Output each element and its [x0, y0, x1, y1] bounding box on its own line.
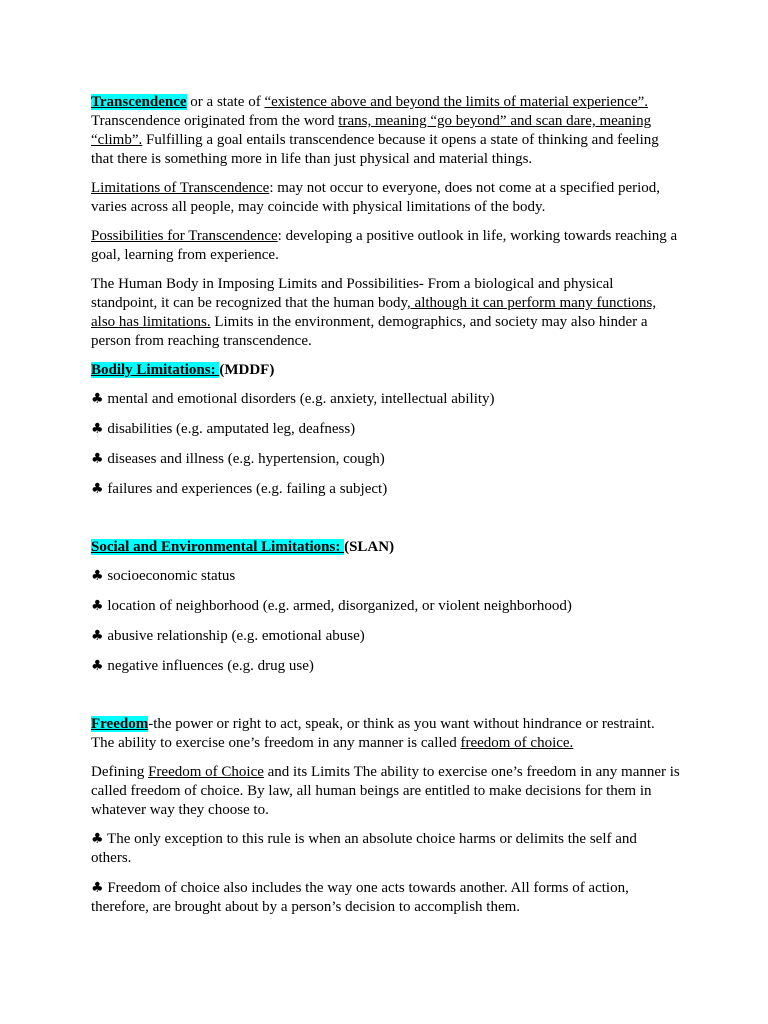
bodily-acronym: (MDDF) [219, 362, 275, 378]
human-body-text-2: Limits in the environment, demographics, and society may also hinder a person from reaching transcendence. [91, 314, 648, 349]
social-item-2: abusive relationship (e.g. emotional abuse) [107, 628, 365, 644]
defining-term: Freedom of Choice [148, 764, 264, 780]
social-heading-label: Social and Environmental Limitations: [91, 539, 345, 555]
transcendence-text-3: Fulfilling a goal entails transcendence because it opens a state of thinking and feeling that there is something more in life than just physical and material things. [91, 132, 659, 167]
list-item [91, 390, 681, 409]
freedom-text-1: -the power or right to act, speak, or think as you want without hindrance or restraint. The ability to exercise one’s freedom in any manner is called [91, 716, 655, 751]
bodily-item-3: failures and experiences (e.g. failing a subject) [107, 481, 388, 497]
human-body-underlined: , although it can perform many functions, also has limitations. [91, 295, 657, 330]
list-item [91, 597, 681, 616]
list-item [91, 420, 681, 439]
social-item-0: socioeconomic status [107, 568, 236, 584]
freedom-item-1: Freedom of choice also includes the way one acts towards another. All forms of action, therefore, are brought about by a person’s decision to accomplish them. [91, 880, 629, 915]
list-item [91, 627, 681, 646]
possibilities-text: : developing a positive outlook in life, working towards reaching a goal, learning from experience. [91, 228, 678, 263]
social-heading [91, 538, 681, 557]
bodily-heading-label: Bodily Limitations: [91, 362, 220, 378]
list-item [91, 879, 681, 917]
freedom-term: Freedom [91, 716, 149, 732]
bodily-item-2: diseases and illness (e.g. hypertension, cough) [107, 451, 385, 467]
social-item-3: negative influences (e.g. drug use) [107, 658, 314, 674]
transcendence-paragraph [91, 93, 681, 169]
human-body-text-1: The Human Body in Imposing Limits and Possibilities- From a biological and physical standpoint, it can be recognized that the human body [91, 276, 614, 311]
limitations-paragraph [91, 179, 681, 217]
limitations-term: Limitations of Transcendence [91, 180, 270, 196]
defining-text-2: and its Limits The ability to exercise one’s freedom in any manner is called freedom of choice. By law, all human beings are entitled to make decisions for them in whatever way they choose to. [91, 764, 680, 818]
club-bullet-icon: ♣ [91, 628, 104, 644]
club-bullet-icon: ♣ [91, 421, 104, 437]
list-item [91, 567, 681, 586]
transcendence-text-2: Transcendence originated from the word [91, 113, 339, 129]
document-page [91, 93, 681, 928]
club-bullet-icon: ♣ [91, 880, 104, 896]
spacer [91, 510, 681, 538]
freedom-paragraph [91, 715, 681, 753]
human-body-paragraph [91, 275, 681, 351]
possibilities-paragraph [91, 227, 681, 265]
club-bullet-icon: ♣ [91, 831, 104, 847]
list-item [91, 830, 681, 868]
defining-paragraph [91, 763, 681, 820]
bodily-item-1: disabilities (e.g. amputated leg, deafness) [107, 421, 356, 437]
list-item [91, 450, 681, 469]
bodily-item-0: mental and emotional disorders (e.g. anxiety, intellectual ability) [107, 391, 495, 407]
freedom-of-choice-underlined: freedom of choice. [460, 735, 574, 751]
club-bullet-icon: ♣ [91, 451, 104, 467]
bodily-heading [91, 361, 681, 380]
transcendence-quote: “existence above and beyond the limits of material experience”. [264, 94, 649, 110]
list-item [91, 657, 681, 676]
social-item-1: location of neighborhood (e.g. armed, disorganized, or violent neighborhood) [107, 598, 572, 614]
club-bullet-icon: ♣ [91, 481, 104, 497]
freedom-item-0: The only exception to this rule is when an absolute choice harms or delimits the self and others. [91, 831, 637, 866]
transcendence-term: Transcendence [91, 94, 187, 110]
limitations-text: : may not occur to everyone, does not come at a specified period, varies across all people, may coincide with physical limitations of the body. [91, 180, 661, 215]
transcendence-origin: trans, meaning “go beyond” and scan dare, meaning “climb”. [91, 113, 652, 148]
transcendence-text-1: or a state of [186, 94, 265, 110]
spacer [91, 687, 681, 715]
defining-text-1: Defining [91, 764, 149, 780]
club-bullet-icon: ♣ [91, 598, 104, 614]
club-bullet-icon: ♣ [91, 658, 104, 674]
club-bullet-icon: ♣ [91, 568, 104, 584]
club-bullet-icon: ♣ [91, 391, 104, 407]
list-item [91, 480, 681, 499]
social-acronym: (SLAN) [344, 539, 395, 555]
possibilities-term: Possibilities for Transcendence [91, 228, 278, 244]
